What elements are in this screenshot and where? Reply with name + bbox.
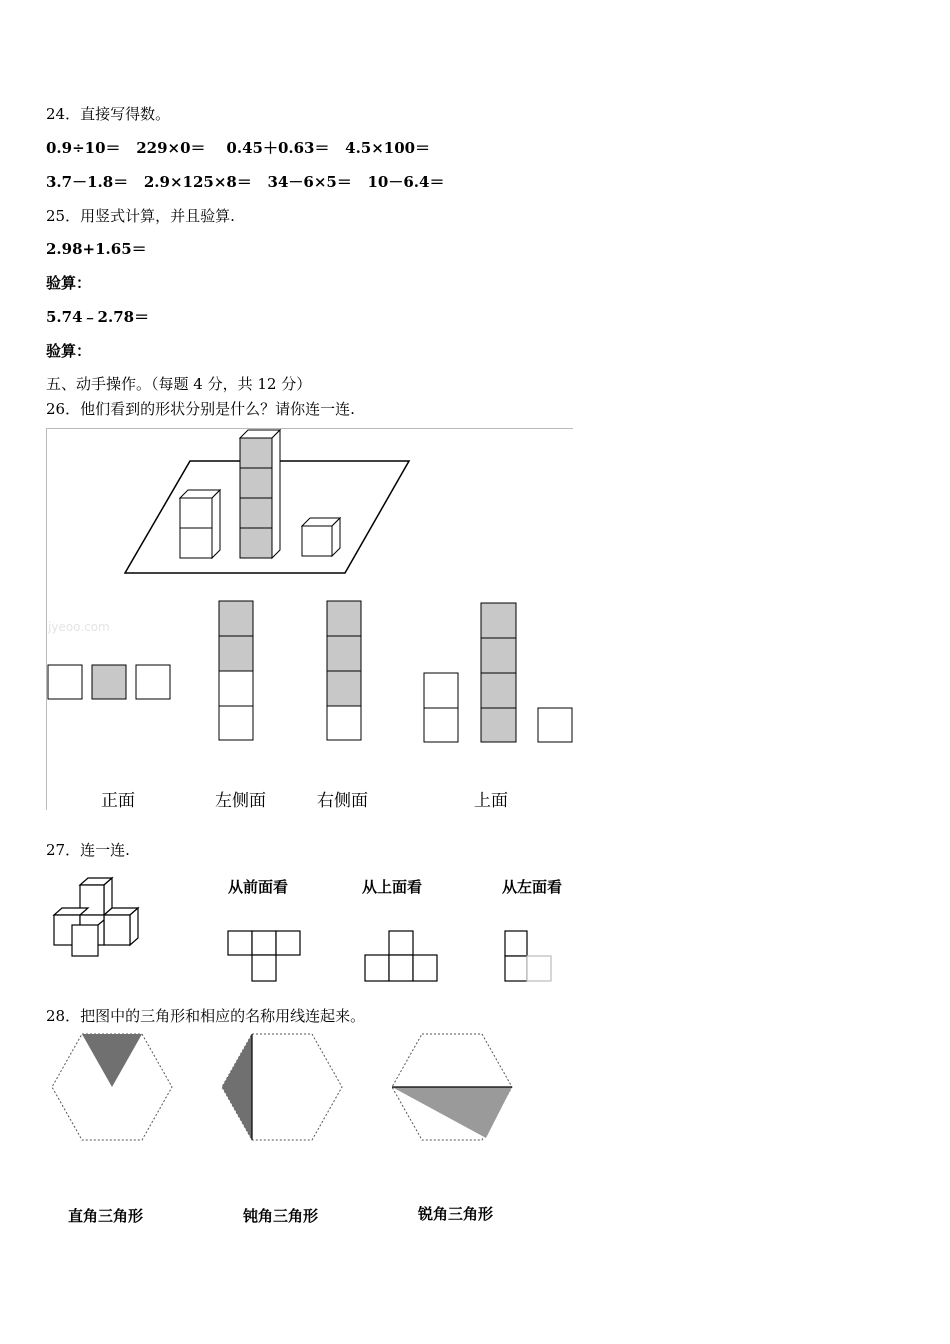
option-top-view (424, 603, 572, 742)
q24-title: 24．直接写得数。 (46, 105, 171, 123)
label-obtuse-triangle: 钝角三角形 (243, 1207, 319, 1225)
label-right-triangle: 直角三角形 (68, 1207, 144, 1225)
watermark: jyeoo.com (48, 620, 110, 634)
q25-expr1: 2.98+1.65＝ (46, 240, 147, 258)
hexagon-1 (52, 1034, 172, 1140)
q24-row2: 3.7－1.8＝ 2.9×125×8＝ 34－6×5＝ 10－6.4＝ (46, 173, 445, 191)
q25-check1: 验算： (46, 274, 92, 292)
label-acute-triangle: 锐角三角形 (418, 1205, 494, 1223)
cube-stack-middle (240, 430, 280, 558)
view-t-shape (228, 931, 300, 981)
view-inverted-t-shape (365, 931, 437, 981)
hexagon-3 (392, 1034, 512, 1140)
q25-expr2: 5.74﹣2.78＝ (46, 308, 150, 326)
q28-title: 28．把图中的三角形和相应的名称用线连起来。 (46, 1007, 366, 1025)
cube-stack-left (180, 490, 220, 558)
hexagon-2 (222, 1034, 342, 1140)
q27-figure (46, 870, 576, 995)
cube-arrangement (54, 878, 138, 956)
label-front-look: 从前面看 (228, 878, 289, 896)
q24-row1: 0.9÷10＝ 229×0＝ 0.45＋0.63＝ 4.5×100＝ (46, 139, 431, 157)
option-right-view (327, 601, 361, 740)
label-top-look: 从上面看 (362, 878, 423, 896)
triangle-obtuse (222, 1034, 252, 1140)
label-top: 上面 (474, 791, 508, 811)
option-left-view (219, 601, 253, 740)
label-left-look: 从左面看 (502, 878, 563, 896)
q25-title: 25．用竖式计算，并且验算. (46, 207, 235, 225)
q27-title: 27．连一连. (46, 841, 130, 859)
q26-figure (46, 428, 576, 813)
label-front: 正面 (101, 791, 135, 811)
option-front-view (48, 665, 170, 699)
q28-figure (46, 1032, 566, 1232)
view-l-shape (505, 931, 551, 981)
q25-check2: 验算： (46, 342, 92, 360)
q26-title: 26．他们看到的形状分别是什么？请你连一连. (46, 400, 355, 418)
section5-title: 五、动手操作。（每题 4 分，共 12 分） (46, 375, 312, 393)
label-right-side: 右侧面 (317, 791, 368, 811)
label-left-side: 左侧面 (215, 791, 266, 811)
cube-single-right (302, 518, 340, 556)
